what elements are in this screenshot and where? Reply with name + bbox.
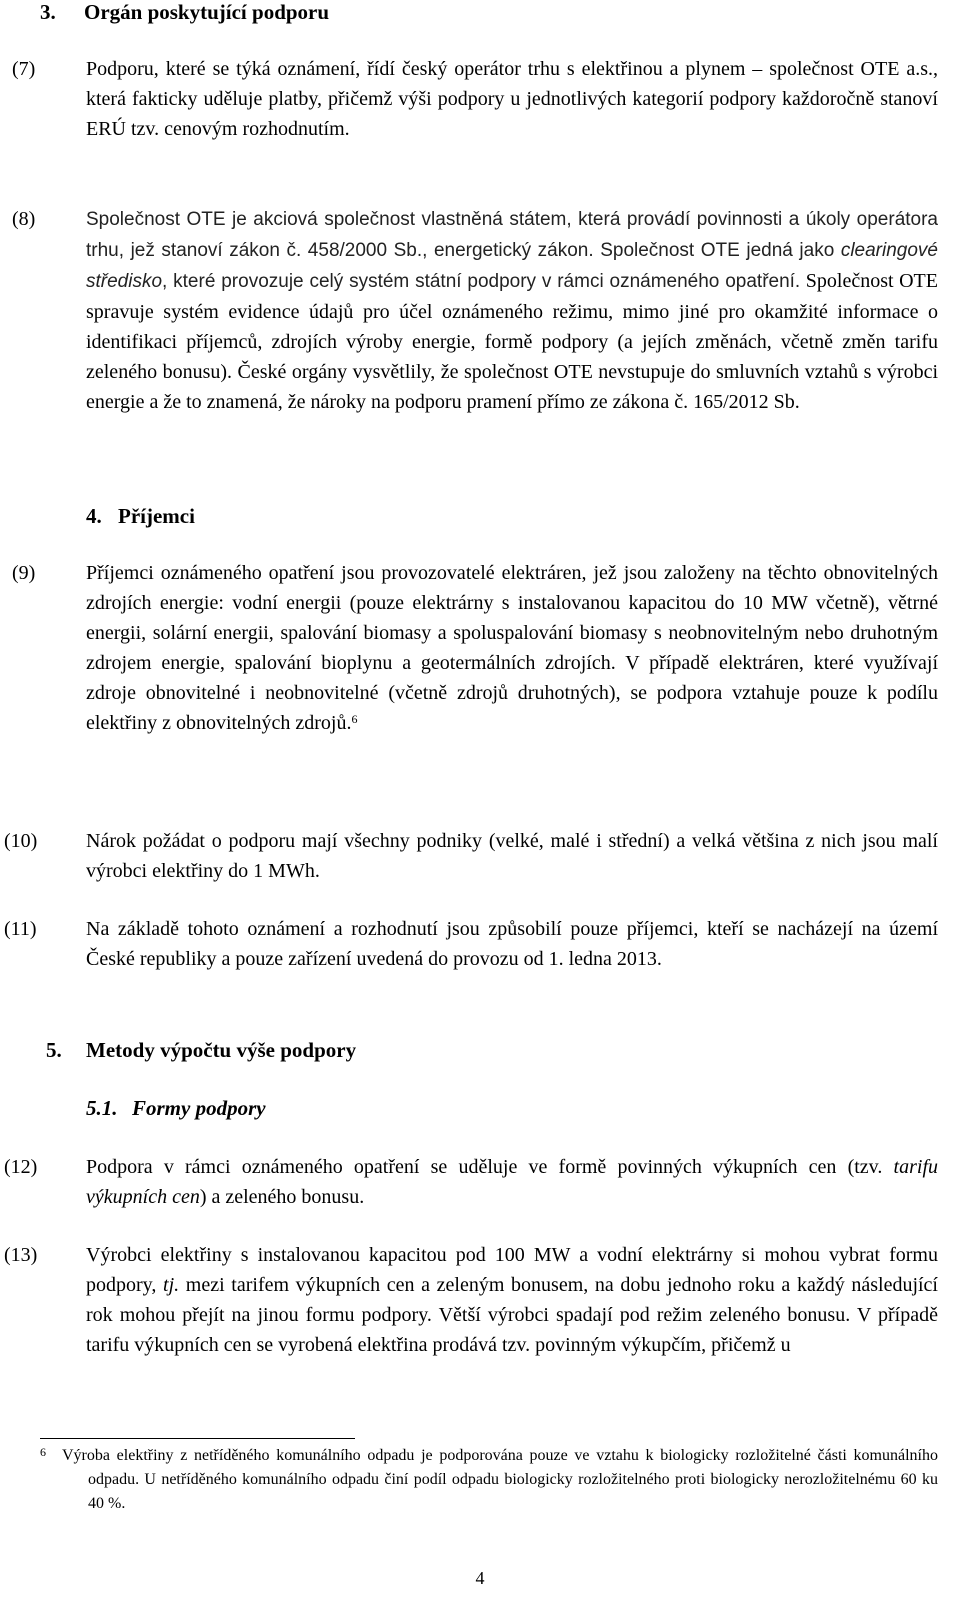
paragraph-number: (7) (12, 58, 36, 80)
paragraph-emphasis: tj. (163, 1274, 180, 1296)
page-number: 4 (475, 1568, 485, 1588)
subsection-number: 5.1. (86, 1096, 118, 1120)
section-number: 3. (40, 0, 56, 24)
section-title: Orgán poskytující podporu (84, 0, 330, 24)
footnote-separator (40, 1438, 355, 1439)
paragraph-text: Na základě tohoto oznámení a rozhodnutí jsou způsobilí pouze příjemci, kteří se nacházejí na území České republiky a pouze zařízení uvedená do provozu od 1. ledna 2013. (86, 918, 938, 970)
paragraph-text-part: mezi tarifem výkupních cen a zeleným bonusem, na dobu jednoho roku a každý následující rok mohou přejít na jinou formu podpory. Větší výrobci spadají pod režim zeleného bonusu. V případě tarifu výkupních cen se vyrobená elektřina prodává tzv. povinným výkupčím, přičemž u (86, 1274, 938, 1356)
paragraph-text: Nárok požádat o podporu mají všechny podniky (velké, malé i střední) a velká většina z nich jsou malí výrobci elektřiny do 1 MWh. (86, 830, 938, 882)
paragraph-number: (10) (4, 830, 38, 852)
section-title: Příjemci (118, 504, 195, 528)
paragraph-text-part: , které provozuje celý systém státní podpory v rámci oznámeného opatření. (162, 271, 801, 292)
paragraph-number: (13) (4, 1244, 38, 1266)
section-number: 5. (46, 1038, 62, 1062)
paragraph-text (86, 558, 938, 738)
subsection-heading-5-1 (86, 1096, 266, 1120)
section-number: 4. (86, 504, 102, 528)
section-heading-4 (86, 504, 195, 528)
paragraph-number: (12) (4, 1156, 38, 1178)
footnote-reference[interactable]: 6 (351, 712, 358, 726)
paragraph-text: Podporu, které se týká oznámení, řídí český operátor trhu s elektřinou a plynem – společnost OTE a.s., která fakticky uděluje platby, přičemž výši podpory u jednotlivých kategorií podpory každoročně stanoví ERÚ tzv. cenovým rozhodnutím. (86, 58, 938, 140)
footnote-text: Výroba elektřiny z netříděného komunálního odpadu je podporována pouze ve vztahu k biologicky rozložitelné části komunálního odpadu. U netříděného komunálního odpadu činí podíl odpadu biologicky rozložitelného proti biologicky nerozložitelnému 60 ku 40 %. (62, 1447, 938, 1512)
paragraph-emphasis: clearingové středisko (86, 240, 938, 292)
paragraph-text-part: Společnost OTE spravuje systém evidence údajů pro účel oznámeného režimu, mimo jiné pro okamžité informace o identifikaci příjemců, zdrojích výroby energie, formě podpory (a jejích změnách, včetně změn tarifu zeleného bonusu). (86, 270, 938, 383)
paragraph-text (86, 1152, 938, 1212)
paragraph-text-part: Výrobci elektřiny s instalovanou kapacitou pod 100 MW a vodní elektrárny si mohou vybrat formu podpory, (86, 1244, 938, 1296)
footnote-mark: 6 (40, 1445, 46, 1459)
section-heading-5 (46, 1038, 356, 1062)
section-title: Metody výpočtu výše podpory (86, 1038, 357, 1062)
paragraph-number: (9) (12, 562, 36, 584)
paragraph-text (86, 204, 938, 417)
paragraph-text-part: Příjemci oznámeného opatření jsou provozovatelé elektráren, jež jsou založeny na těchto obnovitelných zdrojích energie: vodní energii (pouze elektrárny s instalovanou kapacitou do 10 MW včetně), větrné energii, solární energii, spalování biomasy a spoluspalování biomasy s neobnovitelným nebo druhotným zdrojem energie, spalování bioplynu a geotermálních zdrojích. V případě elektráren, které využívají zdroje obnovitelné i neobnovitelné (včetně zdrojů druhotných), se podpora vztahuje pouze k podílu elektřiny z obnovitelných zdrojů. (86, 562, 938, 734)
paragraph-number: (8) (12, 208, 36, 230)
paragraph-number: (11) (4, 918, 37, 940)
paragraph-text-part: Podpora v rámci oznámeného opatření se uděluje ve formě povinných výkupních cen (tzv. (86, 1156, 894, 1178)
paragraph-text-part: ) a zeleného bonusu. (199, 1186, 365, 1208)
paragraph-text-part: České orgány vysvětlily, že společnost OTE nevstupuje do smluvních vztahů s výrobci energie a že to znamená, že nároky na podporu pramení přímo ze zákona č. 165/2012 Sb. (86, 361, 939, 413)
paragraph-emphasis: tarifu výkupních cen (86, 1156, 938, 1208)
subsection-title: Formy podpory (132, 1096, 266, 1120)
paragraph-text-part: Společnost OTE je akciová společnost vlastněná státem, která provádí povinnosti a úkoly operátora trhu, jež stanoví zákon č. 458/2000 Sb., energetický zákon. Společnost OTE jedná jako (86, 209, 938, 261)
paragraph-text (86, 1240, 938, 1360)
section-heading-3 (40, 0, 329, 24)
